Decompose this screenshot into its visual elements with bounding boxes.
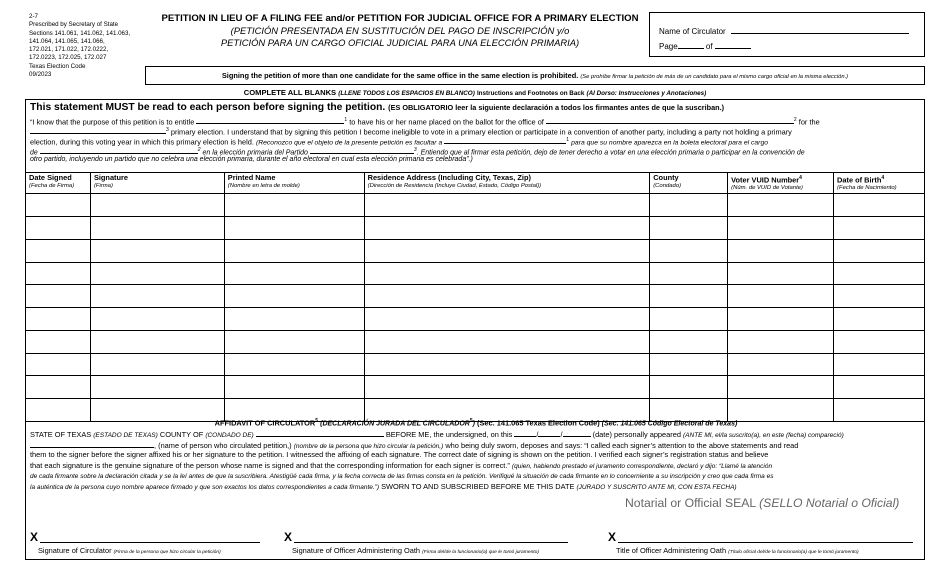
cell-residence-address[interactable]: [364, 262, 650, 285]
statement-l3-spanish-b: para que su nombre aparezca en la boleta electoral para el cargo: [571, 139, 768, 147]
cell-printed-name[interactable]: [224, 330, 364, 353]
cell-voter-vuid[interactable]: [728, 330, 834, 353]
complete-text: COMPLETE ALL BLANKS: [243, 88, 337, 97]
statement-line-5: [30, 155, 922, 165]
affidavit-code-spanish: (Sec. 141.065 Código Electoral de Texas): [601, 420, 738, 428]
cell-signature[interactable]: [90, 353, 224, 376]
cell-voter-vuid[interactable]: [728, 194, 834, 217]
cell-voter-vuid[interactable]: [728, 376, 834, 399]
cell-date-of-birth[interactable]: [834, 262, 925, 285]
circulator-name-field[interactable]: [731, 26, 909, 34]
x-mark-circulator: X: [30, 530, 39, 544]
cell-county[interactable]: [650, 308, 728, 331]
cell-date-signed[interactable]: [26, 285, 91, 308]
cell-signature[interactable]: [90, 262, 224, 285]
page-title: [150, 13, 650, 49]
col-printed-name: Printed Name (Nombre en letra de molde): [224, 173, 364, 194]
cell-printed-name[interactable]: [224, 376, 364, 399]
cell-signature[interactable]: [90, 239, 224, 262]
cell-date-signed[interactable]: [26, 217, 91, 240]
cell-residence-address[interactable]: [364, 194, 650, 217]
circulator-name-label: Name of Circulator: [659, 27, 726, 36]
aff-sworn: who being duly sworn, deposes and says: “I called each signer’s attention to the above statements and read: [445, 440, 799, 450]
candidate-name-field[interactable]: [196, 116, 344, 124]
table-row: [26, 376, 925, 399]
cell-date-of-birth[interactable]: [834, 285, 925, 308]
affidavit-line-3: [30, 450, 922, 460]
aff-line-6-text: la auténtica de la persona cuyo nombre aparece firmado y que son exactos los datos correspondientes a cada firmante.”): [30, 483, 380, 491]
circulator-signature-label: Signature of Circulator (Firma de la persona que hizo circular la petición): [38, 546, 221, 555]
officer-signature-label: Signature of Officer Administering Oath (Firma del/de la funcionario(a) que le tomó juramento): [292, 546, 539, 555]
instructions-note: Instructions and Footnotes on Back: [476, 90, 585, 97]
footnote-3: 3: [166, 127, 169, 133]
cell-printed-name[interactable]: [224, 217, 364, 240]
table-row: [26, 285, 925, 308]
cell-date-signed[interactable]: [26, 330, 91, 353]
statement-heading: [30, 102, 724, 113]
statement-l3-spanish: (Reconozco que el objeto de la presente petición es facultar a: [255, 139, 443, 147]
page-number-field[interactable]: [678, 41, 704, 49]
aff-appeared-es: (ANTE MI, el/la suscrito(a), en este (fecha) compareció): [683, 432, 844, 439]
footnote-3-es: 3: [413, 147, 417, 153]
statement-l2a: primary election. I understand that by signing this petition I become ineligible to vote in a primary election or participate in a convention of another party, including a party not holding a primary: [170, 127, 792, 137]
aff-county: COUNTY OF: [159, 430, 204, 439]
cell-voter-vuid[interactable]: [728, 308, 834, 331]
statement-l1c: for the: [798, 117, 820, 127]
form-identifier: [29, 13, 149, 79]
circulator-box: [649, 12, 925, 57]
aff-county-es: (CONDADO DE): [205, 432, 254, 439]
officer-signature-line[interactable]: [294, 542, 568, 543]
statement-l3: election, during this voting year in which this primary election is held.: [30, 137, 254, 147]
cell-date-signed[interactable]: [26, 239, 91, 262]
cell-county[interactable]: [650, 262, 728, 285]
aff-state: STATE OF TEXAS: [30, 430, 92, 439]
cell-date-of-birth[interactable]: [834, 330, 925, 353]
statement-line-4: de $^2$ en la elección primaria del Partido $^3$. Entiendo que al firmar esta petición, dejo de tener derecho a votar en una elección primaria o participar en la convención de: [30, 147, 805, 157]
title-spanish-2: PETICIÓN PARA UN CARGO OFICIAL JUDICIAL PARA UNA ELECCIÓN PRIMARIA): [220, 37, 580, 48]
cell-residence-address[interactable]: [364, 285, 650, 308]
cell-date-of-birth[interactable]: [834, 194, 925, 217]
cell-residence-address[interactable]: [364, 308, 650, 331]
statement-heading-text: This statement MUST be read to each person before signing the petition.: [30, 102, 386, 113]
cell-residence-address[interactable]: [364, 376, 650, 399]
statement-l4a: de: [30, 149, 38, 157]
cell-county[interactable]: [650, 330, 728, 353]
footnote-1-es: 1: [566, 137, 570, 143]
circulator-name-affidavit-field[interactable]: [30, 440, 154, 448]
office-field[interactable]: [546, 116, 794, 124]
party-field-es[interactable]: [310, 146, 414, 154]
footnote-5: 5: [315, 418, 319, 424]
cell-signature[interactable]: [90, 308, 224, 331]
affidavit-title: AFFIDAVIT OF CIRCULATOR$^5$ (DECLARACIÓN JURADA DEL CIRCULADOR$^5$) (Sec. 141.065 Texas Election Code) (Sec. 141.065 Código Electoral de Texas): [214, 418, 738, 428]
x-mark-officer: X: [284, 530, 293, 544]
aff-line-5-text: de cada firmante sobre la declaración citada y se la leí antes de que la suscribiera. Atestigüé cada firma, y la fecha correcta de las firmas consta en la petición. Verifiqué la situación de cada firmante en lo concerniente a su inscripción y creo que cada firma es: [30, 473, 774, 480]
sections-line-1: Sections 141.061, 141.062, 141.063,: [29, 29, 131, 37]
footnote-2: 2: [793, 117, 797, 123]
cell-signature[interactable]: [90, 194, 224, 217]
affidavit-code: (Sec. 141.065 Texas Election Code): [477, 418, 600, 428]
table-row: [26, 330, 925, 353]
cell-printed-name[interactable]: [224, 239, 364, 262]
footnote-5-es: 5: [469, 418, 473, 424]
aff-appeared: (date) personally appeared: [592, 430, 681, 439]
cell-date-signed[interactable]: [26, 376, 91, 399]
table-row: [26, 239, 925, 262]
cell-voter-vuid[interactable]: [728, 239, 834, 262]
col-date-of-birth: Date of Birth$^4$ (Fecha de Nacimiento): [834, 173, 925, 194]
seal-text-spanish: (SELLO Notarial o Oficial): [759, 496, 900, 510]
cell-county[interactable]: [650, 239, 728, 262]
complete-text-spanish: (LLENE TODOS LOS ESPACIOS EN BLANCO): [338, 90, 475, 97]
cell-county[interactable]: [650, 376, 728, 399]
cell-signature[interactable]: [90, 285, 224, 308]
statement-l4b: en la elección primaria del Partido: [202, 149, 308, 157]
table-row: [26, 217, 925, 240]
party-field[interactable]: [30, 126, 166, 134]
cell-printed-name[interactable]: [224, 262, 364, 285]
col-signature: Signature (Firma): [90, 173, 224, 194]
page-total-field[interactable]: [715, 41, 751, 49]
col-date-signed: Date Signed (Fecha de Firma): [26, 173, 91, 194]
cell-printed-name[interactable]: [224, 194, 364, 217]
statement-heading-spanish: (ES OBLIGATORIO leer la siguiente declaración a todos los firmantes antes de que la suscriban.): [388, 103, 725, 112]
circulator-signature-line[interactable]: [40, 542, 260, 543]
table-header: [26, 173, 925, 194]
aff-sworn-subscribed-es: (JURADO Y SUSCRITO ANTE MI, CON ESTA FECHA): [576, 483, 737, 491]
cell-signature[interactable]: [90, 217, 224, 240]
instructions-note-spanish: (Al Dorso: Instrucciones y Anotaciones): [586, 90, 707, 97]
cell-date-signed[interactable]: [26, 194, 91, 217]
sections-line-4: 172.0223, 172.025, 172.027: [29, 54, 107, 62]
cell-voter-vuid[interactable]: [728, 353, 834, 376]
cell-date-of-birth[interactable]: [834, 376, 925, 399]
cell-county[interactable]: [650, 194, 728, 217]
cell-printed-name[interactable]: [224, 285, 364, 308]
aff-state-es: (ESTADO DE TEXAS): [93, 432, 158, 439]
warning-text: Signing the petition of more than one candidate for the same office in the same election is prohibited.: [221, 71, 579, 80]
cell-date-signed[interactable]: [26, 353, 91, 376]
cell-county[interactable]: [650, 353, 728, 376]
cell-date-signed[interactable]: [26, 262, 91, 285]
title-spanish-1: (PETICIÓN PRESENTADA EN SUSTITUCIÓN DEL PAGO DE INSCRIPCIÓN y/o: [230, 25, 570, 36]
candidate-name-field-es[interactable]: [444, 136, 566, 144]
cell-residence-address[interactable]: [364, 330, 650, 353]
aff-line-4-text: that each signature is the genuine signature of the person whose name is signed and that the corresponding information for each signer is correct.”: [30, 460, 510, 470]
footnote-2-es: 2: [197, 147, 201, 153]
month-field[interactable]: [538, 429, 560, 437]
affidavit-title-text: AFFIDAVIT OF CIRCULATOR: [214, 418, 316, 428]
page-label: Page: [659, 42, 678, 51]
cell-voter-vuid[interactable]: [728, 217, 834, 240]
cell-date-signed[interactable]: [26, 308, 91, 331]
complete-blanks-notice: [25, 88, 925, 99]
prescribed-by: Prescribed by Secretary of State: [29, 21, 119, 29]
officer-title-line[interactable]: [618, 542, 913, 543]
statement-l1a: “I know that the purpose of this petition is to entitle: [30, 117, 195, 127]
cell-signature[interactable]: [90, 330, 224, 353]
election-code: Texas Election Code: [29, 62, 86, 70]
officer-title-label: Title of Officer Administering Oath (Título oficial del/de la funcionario(a) que le tomó juramento): [616, 546, 859, 555]
aff-before-me: BEFORE ME, the undersigned, on this: [385, 430, 513, 439]
warning-box: [145, 66, 925, 85]
aff-line-3-text: them to the signer before the signer affixed his or her signature to the petition. I witnessed the affixing of each signature. The correct date of signing is shown on the petition. I verified each signer’s registration status and believe: [30, 450, 769, 459]
table-row: [26, 308, 925, 331]
cell-residence-address[interactable]: [364, 239, 650, 262]
aff-name-of-person: , (name of person who circulated petition,): [154, 440, 292, 450]
affidavit-title-spanish: (DECLARACIÓN JURADA DEL CIRCULADOR: [320, 420, 470, 428]
cell-date-of-birth[interactable]: [834, 217, 925, 240]
title-main: PETITION IN LIEU OF A FILING FEE and/or PETITION FOR JUDICIAL OFFICE FOR A PRIMARY ELECTION: [161, 13, 639, 24]
sections-line-3: 172.021, 171.022, 172.0222,: [29, 46, 109, 54]
cell-date-of-birth[interactable]: [834, 239, 925, 262]
affidavit-line-1: STATE OF TEXAS (ESTADO DE TEXAS) COUNTY OF (CONDADO DE) BEFORE ME, the undersigned, on this / / (date) personally appeared (ANTE MI, el/la suscrito(a), en este (fecha) compareció): [30, 430, 844, 439]
cell-signature[interactable]: [90, 376, 224, 399]
cell-date-of-birth[interactable]: [834, 353, 925, 376]
table-row: [26, 194, 925, 217]
col-voter-vuid: Voter VUID Number$^4$ (Núm. de VUID de Votante): [728, 173, 834, 194]
of-label: of: [705, 42, 713, 51]
table-row: [26, 262, 925, 285]
cell-county[interactable]: [650, 285, 728, 308]
cell-date-of-birth[interactable]: [834, 308, 925, 331]
affidavit-line-6: [30, 482, 922, 493]
cell-voter-vuid[interactable]: [728, 262, 834, 285]
x-mark-title: X: [608, 530, 617, 544]
form-date: 09/2023: [29, 71, 52, 79]
form-number: 2-7: [29, 13, 38, 20]
cell-residence-address[interactable]: [364, 353, 650, 376]
cell-printed-name[interactable]: [224, 308, 364, 331]
table-row: [26, 353, 925, 376]
office-field-es[interactable]: [40, 146, 198, 154]
aff-sworn-subscribed: SWORN TO AND SUBSCRIBED BEFORE ME THIS DATE: [381, 481, 575, 491]
sections-line-2: 141.064, 141.065, 141.066,: [29, 37, 105, 45]
signature-table: [25, 172, 925, 422]
aff-line-4-es: (quien, habiendo prestado el juramento correspondiente, declaró y dijo: “Llamé la atención: [511, 462, 773, 470]
county-field[interactable]: [256, 429, 384, 437]
cell-residence-address[interactable]: [364, 217, 650, 240]
warning-text-spanish: (Se prohíbe firmar la petición de más de un candidato para el mismo cargo oficial en la misma elección.): [580, 74, 849, 80]
notarial-seal: [625, 496, 899, 510]
statement-l1b: to have his or her name placed on the ballot for the office of: [349, 117, 544, 127]
year-field[interactable]: [563, 429, 591, 437]
seal-text: Notarial or Official SEAL: [625, 496, 756, 510]
cell-voter-vuid[interactable]: [728, 285, 834, 308]
col-residence-address: Residence Address (Including City, Texas, Zip) (Dirección de Residencia (Incluye Ciudad, Estado, Código Postal)): [364, 173, 650, 194]
statement-l4c: Entiendo que al firmar esta petición, dejo de tener derecho a votar en una elección primaria o participar en la convención de: [420, 149, 805, 157]
statement-l5: otro partido, incluyendo un partido que no celebra una elección primaria, durante el año electoral en cual esta elección primaria es celebrada”.): [30, 156, 473, 163]
day-field[interactable]: [514, 429, 536, 437]
col-county: County (Condado): [650, 173, 728, 194]
cell-county[interactable]: [650, 217, 728, 240]
cell-printed-name[interactable]: [224, 353, 364, 376]
petition-main: [25, 99, 925, 560]
aff-name-of-person-es: (nombre de la persona que hizo circular la petición,): [293, 442, 444, 450]
footnote-1: 1: [344, 117, 348, 123]
